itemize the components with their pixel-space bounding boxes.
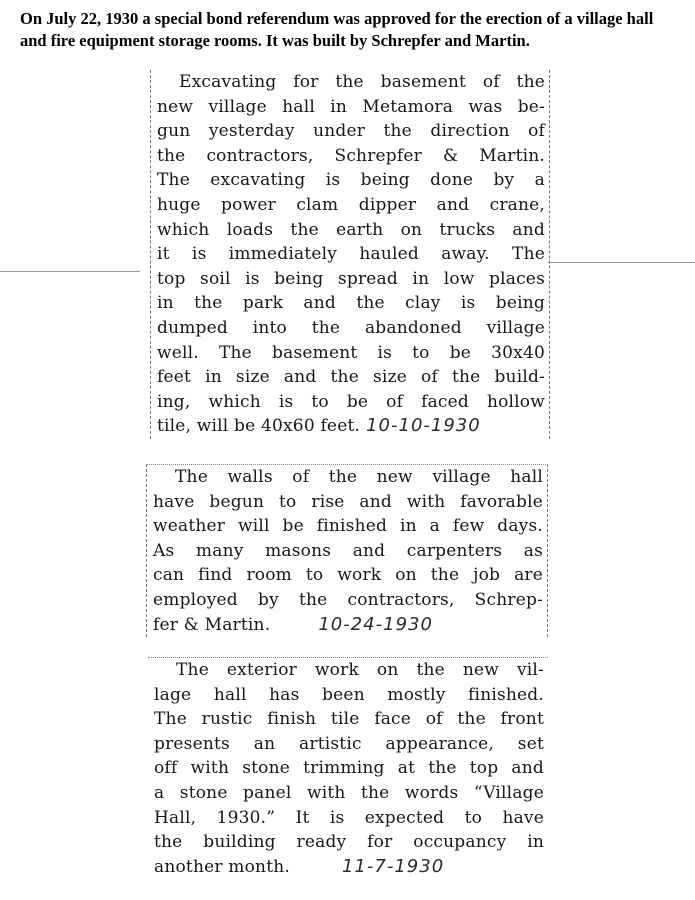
scan-artifact-line-right — [548, 262, 695, 263]
clipping-line: can find room to work on the job are — [153, 565, 543, 586]
clipping-line: lage hall has been mostly finished. — [154, 684, 544, 705]
clipping-line: the building ready for occupancy in — [154, 832, 544, 853]
clipping-line-last — [157, 414, 545, 439]
clipping-line: Excavating for the basement of the — [179, 72, 545, 92]
clipping-line: in the park and the clay is being — [157, 293, 545, 314]
clipping-line: feet in size and the size of the build- — [157, 367, 545, 388]
clipping-line-last — [153, 613, 543, 638]
clipping-line: the contractors, Schrepfer & Martin. — [157, 145, 545, 166]
handwritten-date: 11-7-1930 — [341, 855, 445, 877]
clipping-line: employed by the contractors, Schrep- — [153, 589, 543, 610]
clipping-line: it is immediately hauled away. The — [157, 244, 545, 265]
scan-artifact-line-left — [0, 271, 140, 272]
clipping-line: The exterior work on the new vil- — [176, 660, 544, 680]
clipping-line: top soil is being spread in low places — [157, 268, 545, 289]
clipping-line-text: tile, will be 40x60 feet. — [157, 416, 361, 437]
newspaper-clipping-excavation — [150, 70, 550, 439]
handwritten-date: 10-24-1930 — [318, 613, 433, 635]
page-heading: On July 22, 1930 a special bond referendum was approved for the erection of a village hall and fire equipment storage rooms. It was built by Schrepfer and Martin. — [20, 9, 654, 50]
clipping-line: The rustic finish tile face of the front — [154, 709, 544, 730]
clipping-line: ing, which is to be of faced hollow — [157, 391, 545, 412]
clipping-line: new village hall in Metamora was be- — [157, 96, 545, 117]
clipping-line-text: another month. — [154, 856, 290, 877]
clipping-line: off with stone trimming at the top and — [154, 758, 544, 779]
clipping-line: As many masons and carpenters as — [153, 540, 543, 561]
clipping-line: which loads the earth on trucks and — [157, 219, 545, 240]
handwritten-date: 10-10-1930 — [366, 415, 481, 437]
clipping-line: weather will be finished in a few days. — [153, 516, 543, 537]
clipping-line: presents an artistic appearance, set — [154, 733, 544, 754]
clipping-line: huge power clam dipper and crane, — [157, 194, 545, 215]
clipping-line: Hall, 1930.” It is expected to have — [154, 807, 544, 828]
clipping-line: dumped into the abandoned village — [157, 317, 545, 338]
clipping-line-last — [154, 855, 544, 880]
clipping-line: gun yesterday under the direction of — [157, 121, 545, 142]
newspaper-clipping-walls — [146, 464, 548, 637]
clipping-line: have begun to rise and with favorable — [153, 491, 543, 512]
newspaper-clipping-exterior — [148, 657, 548, 879]
clipping-line: a stone panel with the words “Village — [154, 782, 544, 803]
clipping-line-text: fer & Martin. — [153, 614, 271, 635]
clipping-line: The excavating is being done by a — [157, 170, 545, 191]
clipping-line: well. The basement is to be 30x40 — [157, 342, 545, 363]
clipping-line: The walls of the new village hall — [175, 467, 543, 487]
